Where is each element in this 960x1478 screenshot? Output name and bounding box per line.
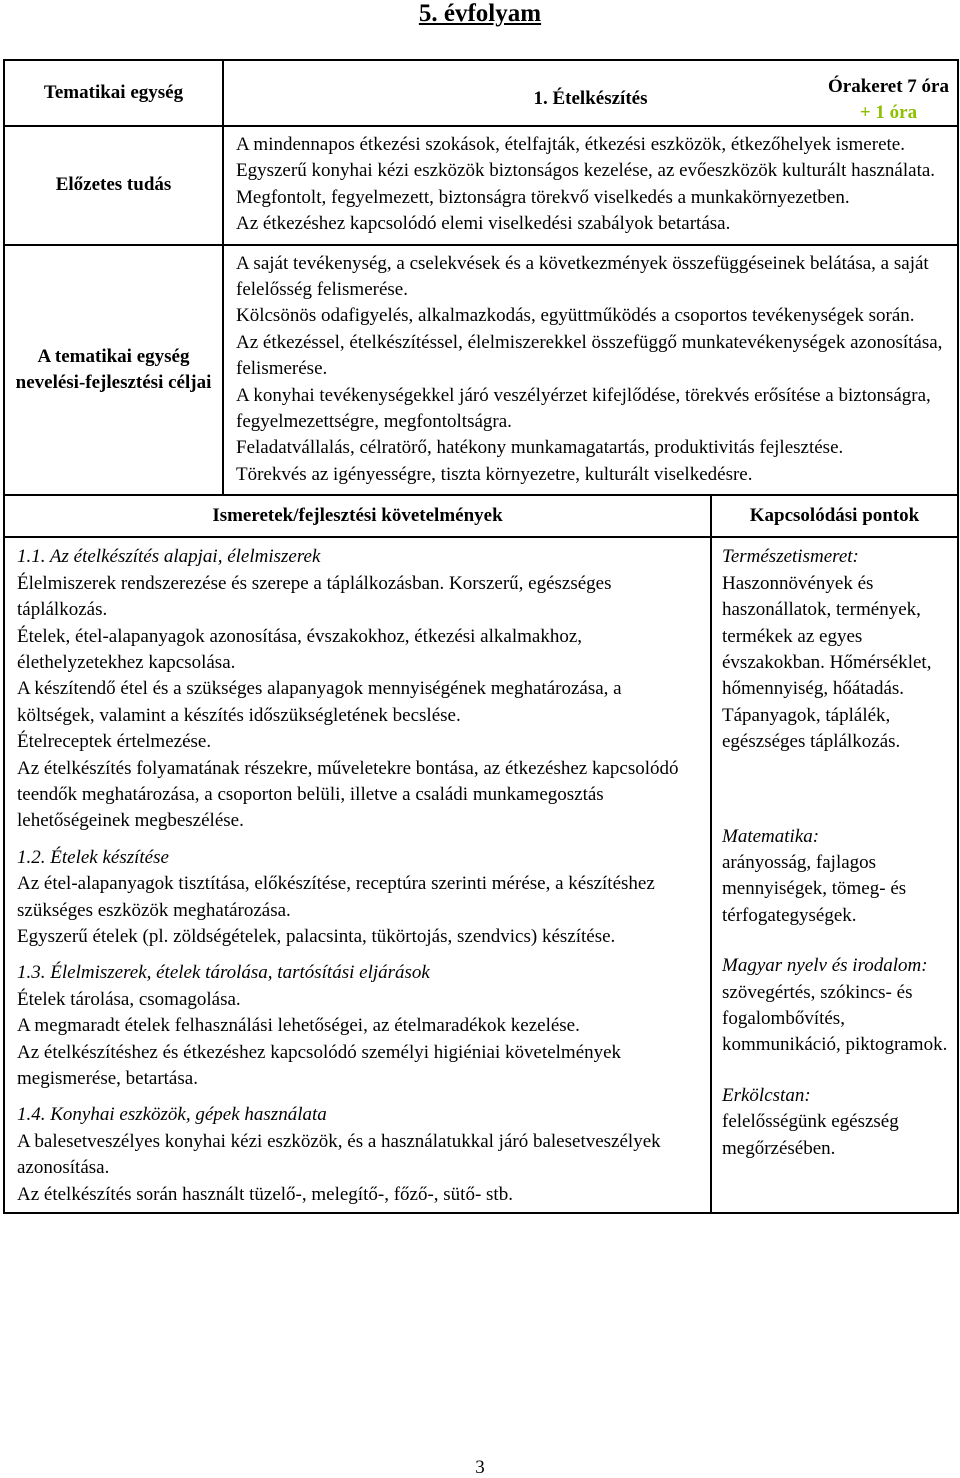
prior-knowledge-label-cell xyxy=(4,126,223,245)
prior-knowledge-row xyxy=(4,126,958,245)
goals-text xyxy=(223,245,958,496)
connection-group xyxy=(722,824,951,930)
section-line: Élelmiszerek rendszerezése és szerepe a táplálkozásban. Korszerű, egészséges táplálkozás. xyxy=(17,572,612,621)
hours-block xyxy=(828,74,949,126)
connection-subject: Erkölcstan: xyxy=(722,1084,811,1106)
prior-knowledge-line: Az étkezéshez kapcsolódó elemi viselkedési szabályok betartása. xyxy=(236,213,731,235)
goal-line: Kölcsönös odafigyelés, alkalmazkodás, együttműködés a csoportos tevékenységek során. xyxy=(236,305,915,327)
connection-text: felelősségünk egészség megőrzésében. xyxy=(722,1111,899,1159)
goal-line: A saját tevékenység, a cselekvések és a következmények összefüggéseinek belátása, a saját felelősség felismerése. xyxy=(236,252,929,301)
spacer xyxy=(722,1059,951,1083)
connection-group xyxy=(722,1083,951,1162)
prior-knowledge-line: Megfontolt, fegyelmezett, biztonságra törekvő viselkedés a munkakörnyezetben. xyxy=(236,186,850,208)
unit-title: 1. Ételkészítés xyxy=(533,88,648,109)
requirements-content xyxy=(4,537,711,1213)
spacer xyxy=(722,929,951,953)
unit-label: Tematikai egység xyxy=(43,82,184,103)
connections-content xyxy=(711,537,958,1213)
goal-line: Az étkezéssel, ételkészítéssel, élelmiszerekkel összefüggő munkatevékenységek azonosítása, felismerése. xyxy=(236,331,943,380)
spacer xyxy=(722,756,951,824)
section-line: Az étel-alapanyagok tisztítása, előkészítése, receptúra szerinti mérése, a készítéshez szükséges eszközök meghatározása. xyxy=(17,873,655,921)
section-title: 1.3. Élelmiszerek, ételek tárolása, tartósítási eljárások xyxy=(17,962,430,984)
section-line: A balesetveszélyes konyhai kézi eszközök, és a használatukkal járó balesetveszélyek azonosítása. xyxy=(17,1130,661,1179)
connections-heading-cell xyxy=(711,495,958,537)
section-line: A megmaradt ételek felhasználási lehetőségei, az ételmaradékok kezelése. xyxy=(17,1015,580,1037)
unit-label-cell xyxy=(4,60,223,126)
section-line: Az ételkészítés során használt tüzelő-, melegítő-, főző-, sütő- stb. xyxy=(17,1183,513,1205)
goal-line: A konyhai tevékenységekkel járó veszélyérzet kifejlődése, törekvés erősítése a biztonságra, fegyelmezettségre, megfontoltságra. xyxy=(236,384,931,433)
connections-heading: Kapcsolódási pontok xyxy=(749,505,920,527)
connection-subject: Matematika: xyxy=(722,825,820,847)
page-title: 5. évfolyam xyxy=(418,0,542,27)
section-line: Ételreceptek értelmezése. xyxy=(17,731,212,753)
section-title: 1.4. Konyhai eszközök, gépek használata xyxy=(17,1104,327,1126)
header-row xyxy=(4,60,958,126)
section-line: Egyszerű ételek (pl. zöldségételek, palacsinta, tükörtojás, szendvics) készítése. xyxy=(17,925,616,947)
connection-text: arányosság, fajlagos mennyiségek, tömeg- és térfogategységek. xyxy=(722,851,907,926)
connection-text: szövegértés, szókincs- és fogalombővítés, kommunikáció, piktogramok. xyxy=(722,981,948,1056)
prior-knowledge-text xyxy=(223,126,958,245)
section-title: 1.1. Az ételkészítés alapjai, élelmiszerek xyxy=(17,546,321,568)
unit-title-cell xyxy=(223,60,958,126)
goals-label: A tematikai egység nevelési-fejlesztési céljai xyxy=(15,345,212,393)
section-line: Az ételkészítés folyamatának részekre, műveletekre bontása, az étkezéshez kapcsolódó teendők meghatározása, a csoporton belüli, illetve a családi munkamegosztás lehetőségeinek megbeszélése. xyxy=(17,757,679,832)
prior-knowledge-line: Egyszerű konyhai kézi eszközök biztonságos kezelése, az evőeszközök kulturált használata. xyxy=(236,160,936,182)
connection-group xyxy=(722,953,951,1059)
prior-knowledge-label: Előzetes tudás xyxy=(55,174,172,196)
connection-subject: Magyar nyelv és irodalom: xyxy=(722,955,928,977)
spacer xyxy=(17,1092,702,1102)
section-title: 1.2. Ételek készítése xyxy=(17,846,169,868)
section-line: Ételek tárolása, csomagolása. xyxy=(17,988,241,1010)
spacer xyxy=(17,835,702,845)
hours-main: Órakeret 7 óra xyxy=(828,76,949,97)
page-number: 3 xyxy=(475,1457,485,1478)
content-row xyxy=(4,537,958,1213)
hours-extra: + 1 óra xyxy=(859,102,918,123)
goal-line: Törekvés az igényességre, tiszta környezetre, kulturált viselkedésre. xyxy=(236,463,753,485)
goals-label-cell xyxy=(4,245,223,496)
section-heading-row xyxy=(4,495,958,537)
connection-group xyxy=(722,544,951,755)
section-line: A készítendő étel és a szükséges alapanyagok mennyiségének meghatározása, a költségek, valamint a készítés időszükségletének becslése. xyxy=(17,678,622,726)
connection-text: Haszonnövények és haszonállatok, termények, termékek az egyes évszakokban. Hőmérséklet, hőmennyiség, hőátadás. Tápanyagok, táplálék, egészséges táplálkozás. xyxy=(722,572,932,753)
connection-subject: Természetismeret: xyxy=(722,546,859,568)
prior-knowledge-line: A mindennapos étkezési szokások, ételfajták, étkezési eszközök, étkezőhelyek ismerete. xyxy=(236,134,905,155)
section-line: Ételek, étel-alapanyagok azonosítása, évszakokhoz, étkezési alkalmakhoz, élethelyzetekhez kapcsolása. xyxy=(17,625,582,673)
goals-row xyxy=(4,245,958,496)
requirements-heading: Ismeretek/fejlesztési követelmények xyxy=(212,505,503,527)
goal-line: Feladatvállalás, célratörő, hatékony munkamagatartás, produktivitás fejlesztése. xyxy=(236,437,844,459)
spacer xyxy=(17,950,702,960)
section-line: Az ételkészítéshez és étkezéshez kapcsolódó személyi higiéniai követelmények megismerése, betartása. xyxy=(17,1041,622,1089)
curriculum-table xyxy=(3,59,959,1214)
requirements-heading-cell xyxy=(4,495,711,537)
